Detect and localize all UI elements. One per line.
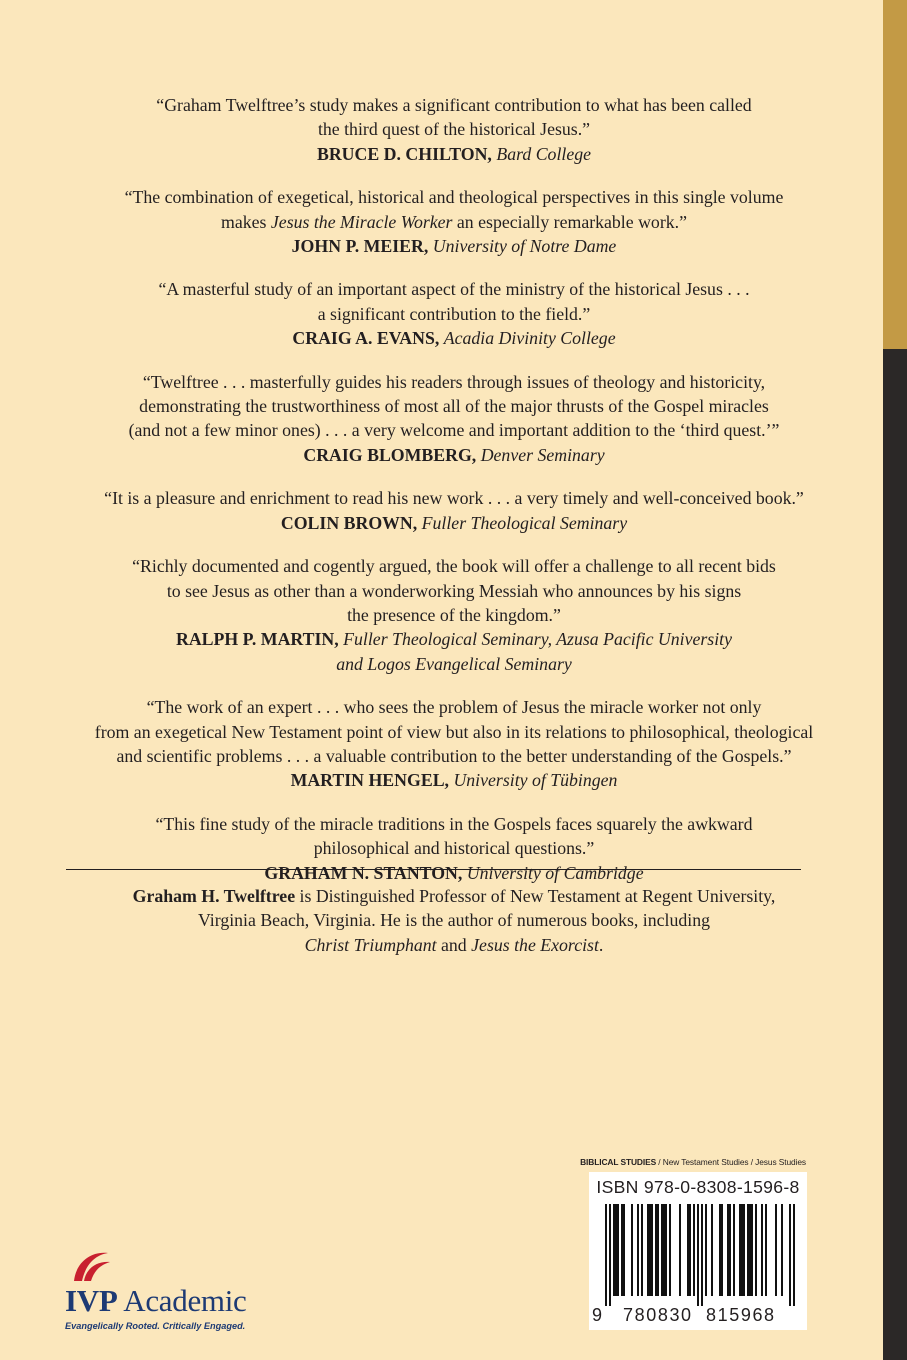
- barcode-bar: [687, 1204, 689, 1296]
- book-title: Christ Triumphant: [304, 934, 437, 955]
- endorsement-line: to see Jesus as other than a wonderworking Messiah who announces by his signs: [166, 580, 742, 601]
- attribution: [40, 443, 868, 467]
- divider-rule: [66, 869, 801, 870]
- endorser-name: CRAIG A. EVANS,: [292, 328, 440, 349]
- endorsement-line: the third quest of the historical Jesus.”: [317, 119, 591, 140]
- endorsement-line: a significant contribution to the field.”: [317, 303, 591, 324]
- category-main: BIBLICAL STUDIES: [580, 1157, 657, 1167]
- endorsement-line: (and not a few minor ones) . . . a very welcome and important addition to the ‘third quest.’”: [128, 420, 780, 441]
- barcode-bar: [689, 1204, 691, 1296]
- barcode-bar: [605, 1204, 607, 1306]
- barcode-digit-first: 9: [592, 1305, 604, 1325]
- barcode-bar: [665, 1204, 667, 1296]
- attribution: [40, 326, 868, 350]
- barcode-bar: [761, 1204, 763, 1296]
- barcode-digits-left: 780830: [623, 1305, 693, 1325]
- spine-gold-band: [883, 0, 907, 349]
- bio-text: .: [598, 934, 604, 955]
- barcode-bar: [755, 1204, 757, 1296]
- attribution: [40, 234, 868, 258]
- endorsement-text: an especially remarkable work.”: [452, 211, 687, 232]
- author-name: Graham H. Twelftree: [132, 886, 296, 906]
- endorsement-chilton: [40, 93, 868, 166]
- barcode-bar: [749, 1204, 751, 1296]
- barcode-bar: [733, 1204, 735, 1296]
- barcode-bar: [751, 1204, 753, 1296]
- endorsement-martin: [40, 554, 868, 676]
- endorsements: [40, 93, 868, 904]
- endorser-institution: Fuller Theological Seminary, Azusa Pacific University: [343, 629, 732, 650]
- endorsement-line: “The work of an expert . . . who sees the problem of Jesus the miracle worker not only: [146, 697, 762, 718]
- barcode-bar: [727, 1204, 729, 1296]
- endorsement-brown: [40, 486, 868, 535]
- endorser-name: RALPH P. MARTIN,: [176, 629, 339, 650]
- barcode-bar: [705, 1204, 707, 1296]
- endorsement-line: and scientific problems . . . a valuable contribution to the better understanding of the Gospels.”: [116, 745, 792, 766]
- barcode-bar: [743, 1204, 745, 1296]
- endorsement-line: “It is a pleasure and enrichment to read his new work . . . a very timely and well-conceived book.”: [104, 488, 804, 509]
- barcode-bar: [609, 1204, 611, 1306]
- isbn-barcode: [589, 1172, 807, 1330]
- endorser-institution: University of Notre Dame: [432, 236, 617, 257]
- bio-line: [40, 884, 868, 908]
- endorsement-line: philosophical and historical questions.”: [313, 838, 595, 859]
- bio-text: is Distinguished Professor of New Testament at Regent University,: [295, 886, 776, 906]
- barcode-bar: [657, 1204, 659, 1296]
- attribution: [40, 511, 868, 535]
- publisher-academic: Academic: [117, 1283, 247, 1318]
- publisher-logo: [60, 1245, 280, 1335]
- barcode-bar: [631, 1204, 633, 1296]
- book-title: Jesus the Miracle Worker: [270, 211, 453, 232]
- endorsement-line: “Twelftree . . . masterfully guides his readers through issues of theology and historicity,: [142, 371, 766, 392]
- barcode-bar: [775, 1204, 777, 1296]
- bio-line: Virginia Beach, Virginia. He is the author of numerous books, including: [198, 910, 710, 931]
- barcode-bar: [661, 1204, 663, 1296]
- barcode-bar: [637, 1204, 639, 1296]
- endorser-name: JOHN P. MEIER,: [291, 236, 429, 257]
- bio-line: [40, 933, 868, 957]
- barcode-bar: [765, 1204, 767, 1296]
- publisher-wordmark: [65, 1283, 247, 1319]
- barcode-bar: [663, 1204, 665, 1296]
- endorser-institution: University of Tübingen: [453, 770, 618, 791]
- author-bio: [40, 884, 868, 957]
- endorser-institution: Bard College: [496, 143, 591, 164]
- endorser-institution: Fuller Theological Seminary: [421, 512, 628, 533]
- barcode-bar: [615, 1204, 617, 1296]
- endorsement-line: “The combination of exegetical, historical and theological perspectives in this single volume: [124, 187, 784, 208]
- endorser-name: GRAHAM N. STANTON,: [264, 862, 463, 883]
- flame-icon: [68, 1245, 114, 1285]
- barcode-bar: [701, 1204, 703, 1306]
- attribution: [40, 768, 868, 792]
- isbn-label: ISBN 978-0-8308-1596-8: [596, 1177, 800, 1197]
- barcode-bar: [711, 1204, 713, 1296]
- barcode-bar: [789, 1204, 791, 1306]
- endorsement-meier: [40, 185, 868, 258]
- publisher-tagline: Evangelically Rooted. Critically Engaged.: [65, 1321, 246, 1331]
- barcode-bar: [793, 1204, 795, 1306]
- endorsement-hengel: [40, 695, 868, 793]
- endorsement-line: “This fine study of the miracle traditions in the Gospels faces squarely the awkward: [155, 813, 753, 834]
- barcode-bar: [679, 1204, 681, 1296]
- barcode-bar: [617, 1204, 619, 1296]
- endorsement-line: “Graham Twelftree’s study makes a significant contribution to what has been called: [156, 95, 752, 115]
- barcode-bar: [655, 1204, 657, 1296]
- barcode-bar: [641, 1204, 643, 1296]
- endorsement-stanton: [40, 812, 868, 885]
- barcode-bar: [623, 1204, 625, 1296]
- endorser-institution: and Logos Evangelical Seminary: [336, 653, 572, 674]
- endorsement-line: “A masterful study of an important aspect of the ministry of the historical Jesus . . .: [158, 279, 750, 300]
- barcode-bar: [721, 1204, 723, 1296]
- endorser-institution: Denver Seminary: [480, 444, 605, 465]
- endorsement-line: “Richly documented and cogently argued, the book will offer a challenge to all recent bids: [132, 556, 776, 577]
- attribution: [40, 861, 868, 885]
- attribution: [40, 627, 868, 651]
- attribution-continued: [40, 652, 868, 676]
- subject-category: [560, 1157, 806, 1167]
- barcode-bar: [739, 1204, 741, 1296]
- barcode-bar: [613, 1204, 615, 1296]
- endorser-institution: Acadia Divinity College: [443, 328, 616, 349]
- barcode-bar: [747, 1204, 749, 1296]
- barcode-bar: [741, 1204, 743, 1296]
- endorsement-blomberg: [40, 370, 868, 468]
- endorsement-line: [40, 210, 868, 234]
- endorsement-evans: [40, 277, 868, 350]
- endorsement-line: from an exegetical New Testament point of view but also in its relations to philosophical, theological: [94, 721, 814, 742]
- book-title: Jesus the Exorcist: [471, 934, 599, 955]
- endorser-name: MARTIN HENGEL,: [290, 770, 449, 791]
- attribution: [40, 142, 868, 166]
- endorsement-text: makes: [221, 211, 271, 232]
- barcode-bar: [647, 1204, 649, 1296]
- barcode-bar: [719, 1204, 721, 1296]
- barcode-bar: [649, 1204, 651, 1296]
- endorser-name: CRAIG BLOMBERG,: [303, 444, 477, 465]
- endorsement-line: demonstrating the trustworthiness of most all of the major thrusts of the Gospel miracles: [139, 396, 769, 417]
- barcode-bar: [729, 1204, 731, 1296]
- endorsement-line: the presence of the kingdom.”: [347, 604, 561, 625]
- bio-text: and: [436, 934, 472, 955]
- barcode-bar: [621, 1204, 623, 1296]
- category-sub: / New Testament Studies / Jesus Studies: [656, 1157, 806, 1167]
- endorser-name: BRUCE D. CHILTON,: [316, 143, 492, 164]
- publisher-ivp: IVP: [65, 1283, 118, 1318]
- endorser-institution: University of Cambridge: [466, 862, 644, 883]
- barcode-bar: [781, 1204, 783, 1296]
- barcode-bar: [693, 1204, 695, 1296]
- barcode-digits-right: 815968: [706, 1305, 776, 1325]
- barcode-bar: [697, 1204, 699, 1306]
- spine-dark-band: [883, 349, 907, 1360]
- barcode-bar: [651, 1204, 653, 1296]
- endorser-name: COLIN BROWN,: [280, 512, 418, 533]
- barcode-bar: [669, 1204, 671, 1296]
